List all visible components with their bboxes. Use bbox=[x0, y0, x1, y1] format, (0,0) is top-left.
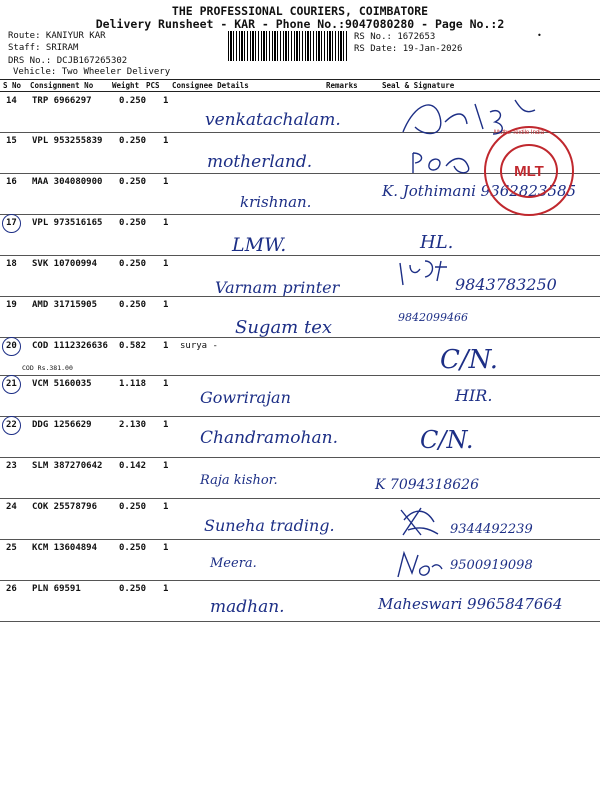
row-signature: HL. bbox=[420, 232, 454, 253]
row-pcs: 1 bbox=[163, 300, 169, 310]
row-circle-mark bbox=[2, 375, 21, 394]
row-consignment: DDG 1256629 bbox=[32, 420, 92, 430]
row-pcs: 1 bbox=[163, 461, 169, 471]
row-consignment: TRP 6966297 bbox=[32, 96, 92, 106]
row-divider bbox=[0, 457, 600, 458]
row-handwritten-consignee: LMW. bbox=[232, 234, 287, 256]
row-pcs: 1 bbox=[163, 177, 169, 187]
row-sno: 22 bbox=[6, 420, 17, 430]
barcode bbox=[228, 31, 348, 61]
row-divider bbox=[0, 337, 600, 338]
row-divider bbox=[0, 580, 600, 581]
signature-scribble-18 bbox=[395, 255, 455, 290]
row-consignment: MAA 304080900 bbox=[32, 177, 103, 187]
row-handwritten-consignee: Suneha trading. bbox=[204, 516, 335, 535]
staff-label: Staff: SRIRAM bbox=[8, 43, 79, 53]
row-circle-mark bbox=[2, 214, 21, 233]
row-sno: 21 bbox=[6, 379, 17, 389]
row-weight: 0.250 bbox=[119, 300, 147, 310]
row-consignment: VPL 953255839 bbox=[32, 136, 103, 146]
signature-scribble-15 bbox=[408, 148, 488, 178]
col-remarks: Remarks bbox=[326, 81, 358, 90]
row-weight: 2.130 bbox=[119, 420, 147, 430]
row-sno: 18 bbox=[6, 259, 17, 269]
row-divider bbox=[0, 296, 600, 297]
row-sno: 14 bbox=[6, 96, 17, 106]
col-consignee: Consignee Details bbox=[172, 81, 249, 90]
row-handwritten-consignee: Chandramohan. bbox=[200, 428, 338, 448]
row-signature: K 7094318626 bbox=[375, 477, 479, 493]
row-handwritten-consignee: Varnam printer bbox=[215, 278, 340, 297]
row-sno: 25 bbox=[6, 543, 17, 553]
row-sno: 16 bbox=[6, 177, 17, 187]
row-signature: 9500919098 bbox=[450, 558, 533, 573]
row-signature: C/N. bbox=[420, 426, 474, 454]
row-consignee: surya - bbox=[180, 341, 218, 351]
row-pcs: 1 bbox=[163, 218, 169, 228]
col-seal: Seal & Signature bbox=[382, 81, 455, 90]
stamp-logo: MLT bbox=[500, 144, 558, 198]
col-sno: S No bbox=[3, 81, 22, 90]
col-consignment: Consignment No bbox=[30, 81, 94, 90]
row-signature: 9842099466 bbox=[398, 311, 468, 324]
row-weight: 0.142 bbox=[119, 461, 147, 471]
row-consignment: SVK 10700994 bbox=[32, 259, 98, 269]
rs-number: RS No.: 1672653 bbox=[354, 32, 436, 42]
row-pcs: 1 bbox=[163, 341, 169, 351]
vehicle-label: Vehicle: Two Wheeler Delivery bbox=[13, 67, 171, 77]
row-pcs: 1 bbox=[163, 543, 169, 553]
corner-mark: • bbox=[537, 31, 542, 40]
row-handwritten-consignee: Meera. bbox=[210, 556, 257, 571]
signature-scribble-24 bbox=[396, 500, 446, 540]
row-sno: 17 bbox=[6, 218, 17, 228]
row-signature: HIR. bbox=[455, 386, 493, 405]
col-weight: Weight bbox=[112, 81, 140, 90]
row-pcs: 1 bbox=[163, 420, 169, 430]
row-handwritten-consignee: Gowrirajan bbox=[200, 388, 291, 407]
row-sno: 19 bbox=[6, 300, 17, 310]
row-signature: K. Jothimani 9362823585 bbox=[382, 182, 577, 200]
route-label: Route: KANIYUR KAR bbox=[8, 31, 106, 41]
runsheet-title: Delivery Runsheet - KAR - Phone No.:9047080280 - Page No.:2 bbox=[95, 17, 505, 31]
row-weight: 0.582 bbox=[119, 341, 147, 351]
row-pcs: 1 bbox=[163, 584, 169, 594]
row-consignment: AMD 31715905 bbox=[32, 300, 98, 310]
col-pcs: PCS bbox=[146, 81, 160, 90]
header-top-rule bbox=[0, 79, 600, 80]
stamp-ring-text: Muthu Textile India bbox=[494, 130, 544, 136]
row-consignment: VCM 5160035 bbox=[32, 379, 92, 389]
row-divider bbox=[0, 255, 600, 256]
row-signature: 9843783250 bbox=[455, 275, 557, 294]
row-weight: 0.250 bbox=[119, 259, 147, 269]
drs-label: DRS No.: DCJB167265302 bbox=[8, 56, 128, 66]
row-weight: 0.250 bbox=[119, 584, 147, 594]
row-pcs: 1 bbox=[163, 259, 169, 269]
row-divider bbox=[0, 498, 600, 499]
row-handwritten-consignee: Raja kishor. bbox=[200, 473, 278, 488]
row-consignment: PLN 69591 bbox=[32, 584, 81, 594]
row-sno: 26 bbox=[6, 584, 17, 594]
row-pcs: 1 bbox=[163, 379, 169, 389]
row-weight: 0.250 bbox=[119, 543, 147, 553]
row-handwritten-consignee: Sugam tex bbox=[235, 317, 333, 338]
row-handwritten-consignee: motherland. bbox=[207, 152, 313, 172]
rs-date: RS Date: 19-Jan-2026 bbox=[354, 44, 463, 54]
row-sno: 15 bbox=[6, 136, 17, 146]
row-handwritten-consignee: krishnan. bbox=[240, 193, 312, 211]
row-handwritten-consignee: venkatachalam. bbox=[205, 110, 341, 130]
row-consignment: VPL 973516165 bbox=[32, 218, 103, 228]
row-divider bbox=[0, 416, 600, 417]
row-sno: 23 bbox=[6, 461, 17, 471]
row-weight: 0.250 bbox=[119, 136, 147, 146]
row-sno: 20 bbox=[6, 341, 17, 351]
row-circle-mark bbox=[2, 416, 21, 435]
row-weight: 0.250 bbox=[119, 502, 147, 512]
row-consignment: KCM 13604894 bbox=[32, 543, 98, 553]
row-divider bbox=[0, 214, 600, 215]
row-consignment: SLM 387270642 bbox=[32, 461, 103, 471]
row-divider bbox=[0, 539, 600, 540]
row-circle-mark bbox=[2, 337, 21, 356]
row-signature: 9344492239 bbox=[450, 522, 533, 537]
row-consignment: COK 25578796 bbox=[32, 502, 98, 512]
row-signature: Maheswari 9965847664 bbox=[378, 595, 563, 613]
row-divider bbox=[0, 621, 600, 622]
row-divider bbox=[0, 375, 600, 376]
row-pcs: 1 bbox=[163, 136, 169, 146]
company-title: THE PROFESSIONAL COURIERS, COIMBATORE bbox=[171, 4, 429, 18]
row-weight: 0.250 bbox=[119, 218, 147, 228]
row-weight: 1.118 bbox=[119, 379, 147, 389]
row-weight: 0.250 bbox=[119, 177, 147, 187]
row-weight: 0.250 bbox=[119, 96, 147, 106]
signature-scribble-14 bbox=[395, 92, 545, 142]
row-pcs: 1 bbox=[163, 96, 169, 106]
row-signature: C/N. bbox=[440, 345, 499, 375]
row-sno: 24 bbox=[6, 502, 17, 512]
row-handwritten-consignee: madhan. bbox=[210, 597, 285, 617]
row-pcs: 1 bbox=[163, 502, 169, 512]
row-consignment: COD 1112326636 bbox=[32, 341, 108, 351]
cod-note: COD Rs.381.00 bbox=[22, 364, 73, 372]
signature-scribble-25 bbox=[394, 549, 444, 584]
